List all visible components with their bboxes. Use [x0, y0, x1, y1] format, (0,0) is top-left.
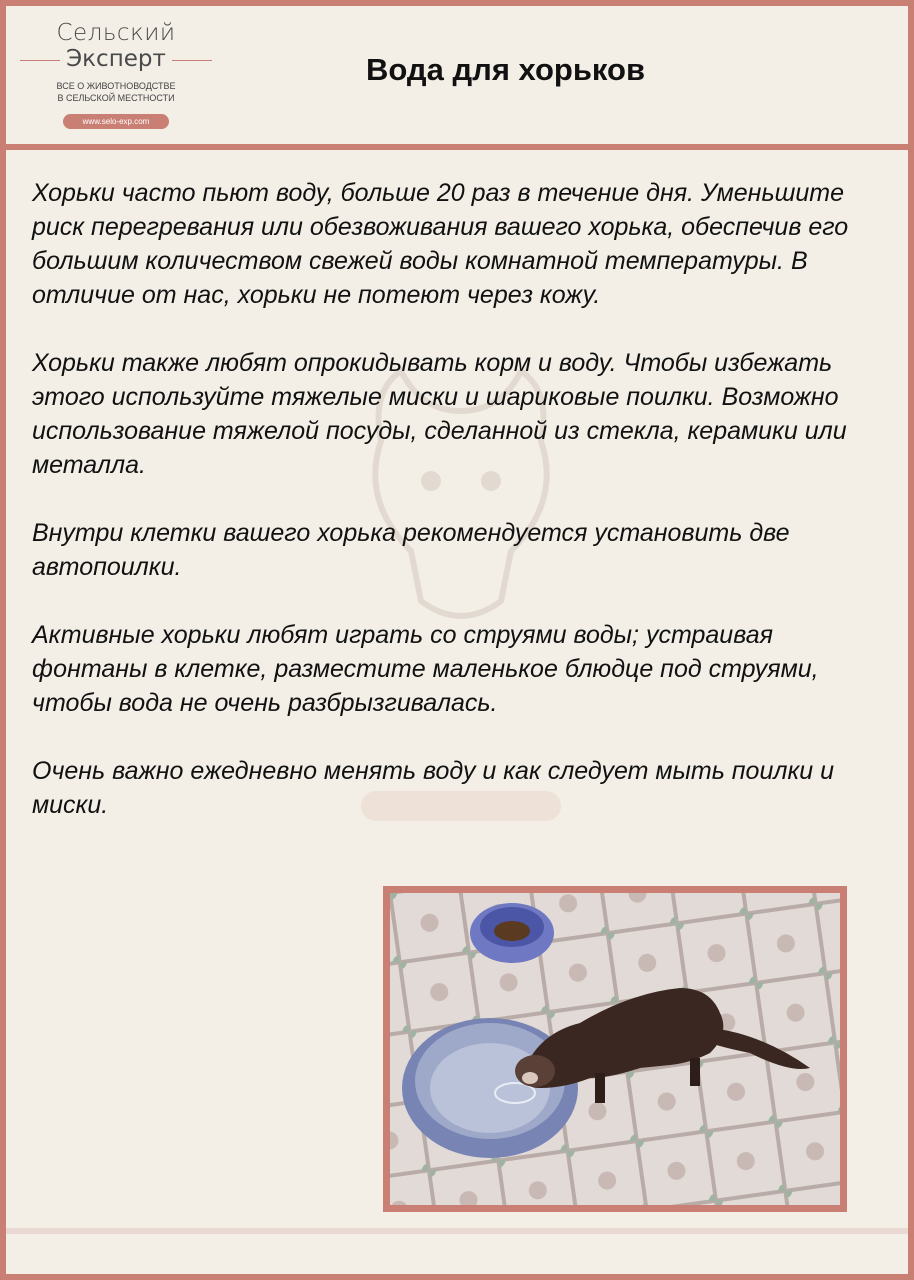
page — [6, 6, 908, 1274]
ferret-drinking-image — [390, 893, 840, 1205]
footer-divider — [6, 1228, 908, 1234]
logo-tagline-2: В СЕЛЬСКОЙ МЕСТНОСТИ — [57, 93, 175, 103]
paragraph: Внутри клетки вашего хорька рекомендуется установить две автопоилки. — [32, 519, 790, 581]
article-body — [32, 176, 892, 856]
logo-line-1: Сельский — [56, 20, 176, 46]
page-title: Вода для хорьков — [366, 52, 646, 87]
paragraph: Активные хорьки любят играть со струями воды; устраивая фонтаны в клетке, разместите маленькое блюдце под струями, чтобы вода не очень разбрызгивалась. — [32, 621, 819, 717]
paragraph: Очень важно ежедневно менять воду и как следует мыть поилки и миски. — [32, 757, 835, 819]
site-logo[interactable] — [16, 16, 216, 141]
header — [6, 6, 908, 150]
logo-url-badge[interactable]: www.selo-exp.com — [63, 114, 169, 129]
logo-tagline-1: ВСЕ О ЖИВОТНОВОДСТВЕ — [56, 81, 176, 91]
paragraph: Хорьки также любят опрокидывать корм и воду. Чтобы избежать этого используйте тяжелые миски и шариковые поилки. Возможно использование тяжелой посуды, сделанной из стекла, керамики или металла. — [32, 349, 847, 479]
paragraph: Хорьки часто пьют воду, больше 20 раз в течение дня. Уменьшите риск перегревания или обезвоживания вашего хорька, обеспечив его большим количеством свежей воды комнатной температуры. В отличие от нас, хорьки не потеют через кожу. — [32, 179, 849, 309]
ferret-photo — [383, 886, 847, 1212]
logo-tagline — [16, 80, 216, 104]
logo-line-2: Эксперт — [60, 46, 172, 72]
